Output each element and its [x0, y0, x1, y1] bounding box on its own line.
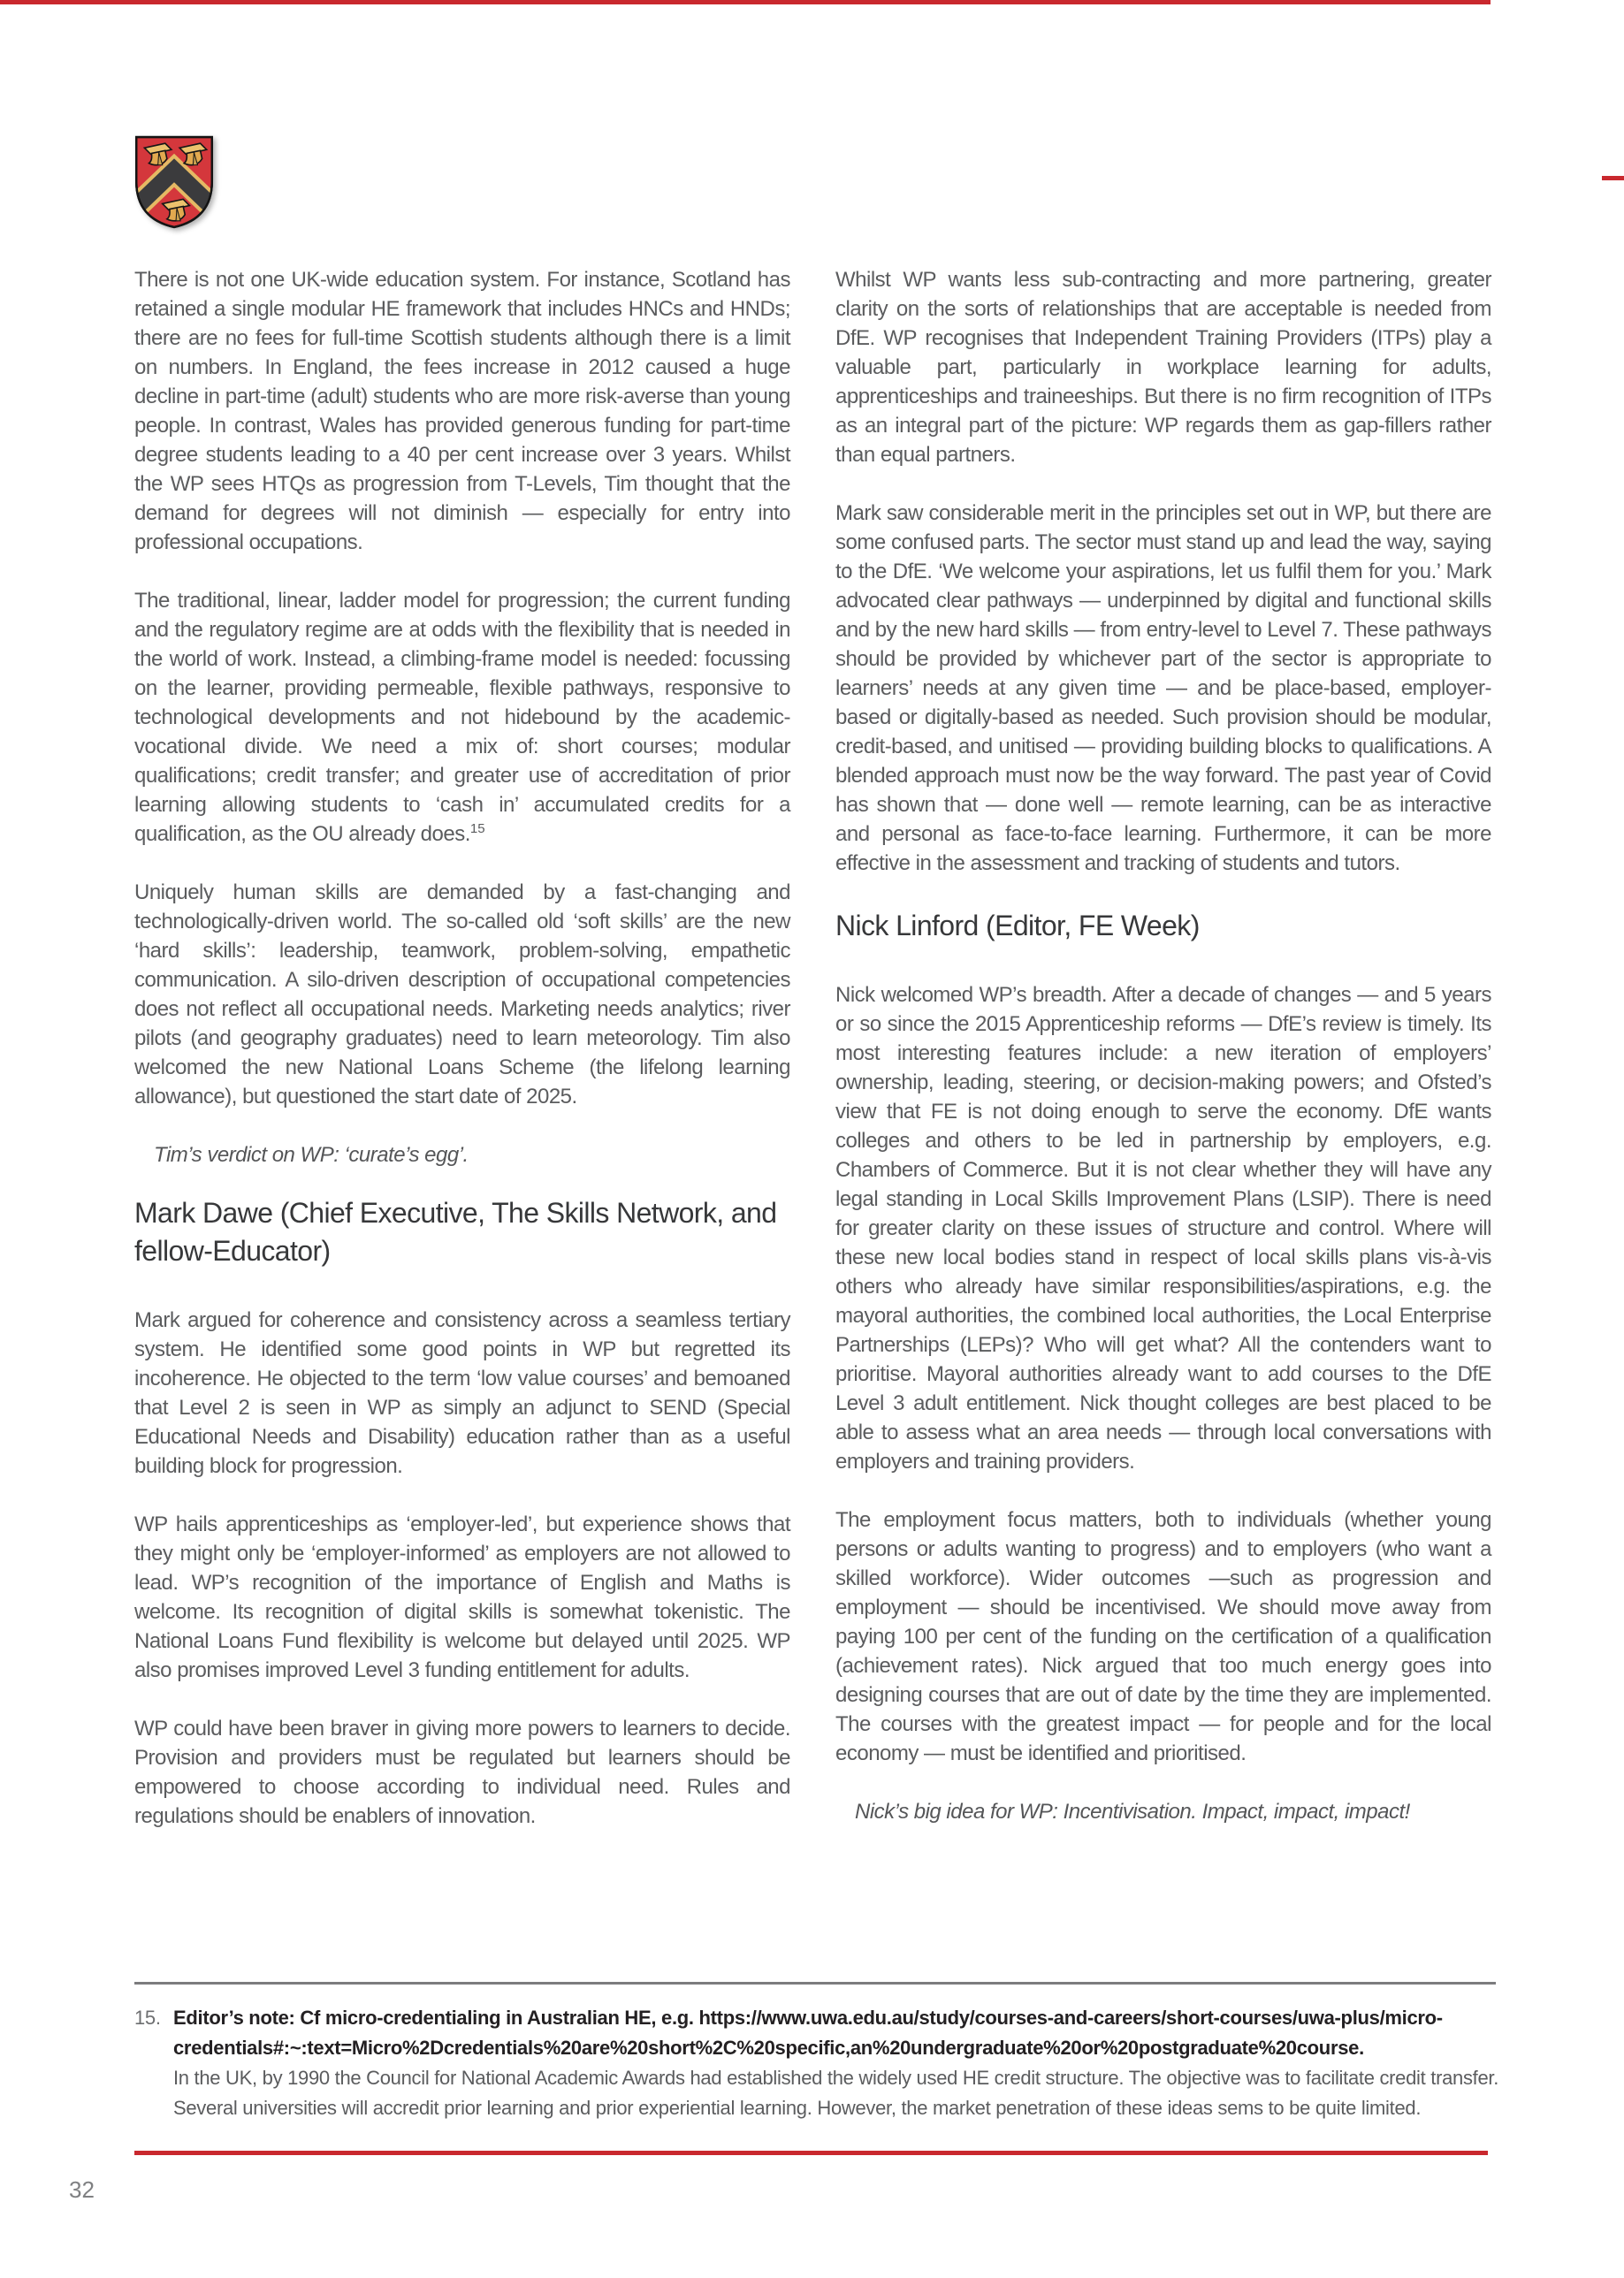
right-text-column [835, 265, 1491, 1840]
nick-verdict-line: Nick’s big idea for WP: Incentivisation. Impact, impact, impact! [855, 1800, 1410, 1824]
body-paragraph: Mark saw considerable merit in the principles set out in WP, but there are some confused parts. The sector must stand up and lead the way, saying to the DfE. ‘We welcome your aspirations, let us fulfil them for you.’ Mark advocated clear pathways — underpinned by digital and functional skills and by the new hard skills — from entry-level to Level 7. These pathways should be provided by whichever part of the sector is appropriate to learners’ needs at any given time — and be place-based, employer-based or digitally-based as needed. Such provision should be modular, credit-based, and unitised — providing building blocks to qualifications. A blended approach must now be the way forward. The past year of Covid has shown that — done well — remote learning, can be as interactive and personal as face-to-face learning. Furthermore, it can be more effective in the assessment and tracking of students and tutors. [835, 501, 1491, 875]
body-paragraph: WP hails apprenticeships as ‘employer-led’, but experience shows that they might only be ‘employer-informed’ as employers are not allowed to lead. WP’s recognition of the importance of English and Maths is welcome. Its recognition of digital skills is somewhat tokenistic. The National Loans Fund flexibility is welcome but delayed until 2025. WP also promises improved Level 3 funding entitlement for adults. [134, 1512, 790, 1682]
top-red-rule-edge-tick [1602, 176, 1624, 180]
body-paragraph: Nick welcomed WP’s breadth. After a decade of changes — and 5 years or so since the 2015 Apprenticeship reforms — DfE’s review is timely. Its most interesting features include: a new iteration of employers’ ownership, leading, steering, or decision-making powers; and Ofsted’s view that FE is not doing enough to serve the economy. DfE wants colleges and others to be led in partnership by employers, e.g. Chambers of Commerce. But it is not clear whether they will have any legal standing in Local Skills Improvement Plans (LSIP). There is need for greater clarity on these issues of structure and control. Where will these new local bodies stand in respect of local skills plans vis-à-vis others who already have similar responsibilities/aspirations, e.g. the mayoral authorities, the combined local authorities, the Local Enterprise Partnerships (LEPs)? Who will get what? All the contenders want to prioritise. Mayoral authorities already want to add courses to the DfE Level 3 adult entitlement. Nick thought colleges are best placed to be able to assess what an area needs — through local conversations with employers and training providers. [835, 983, 1491, 1474]
body-paragraph: The traditional, linear, ladder model for progression; the current funding and the regulatory regime are at odds with the flexibility that is needed in the world of work. Instead, a climbing-frame model is needed: focussing on the learner, providing permeable, flexible pathways, responsive to technological developments and not hidebound by the academic-vocational divide. We need a mix of: short courses; modular qualifications; credit transfer; and greater use of accreditation of prior learning allowing students to ‘cash in’ accumulated credits for a qualification, as the OU already does.$^{15}$ [134, 589, 790, 846]
body-paragraph: WP could have been braver in giving more powers to learners to decide. Provision and providers must be regulated but learners should be empowered to choose according to individual need. Rules and regulations should be enablers of innovation. [134, 1717, 790, 1828]
bottom-red-rule [134, 2151, 1488, 2155]
tim-verdict-line: Tim’s verdict on WP: ‘curate’s egg’. [154, 1143, 469, 1167]
body-paragraph: Whilst WP wants less sub-contracting and more partnering, greater clarity on the sorts of relationships that are acceptable is needed from DfE. WP recognises that Independent Training Providers (ITPs) play a valuable part, particularly in workplace learning for adults, apprenticeships and traineeships. But there is no firm recognition of ITPs as an integral part of the picture: WP regards them as gap-fillers rather than equal partners. [835, 268, 1491, 467]
footnote-line: credentials#:~:text=Micro%2Dcredentials%20are%20short%2C%20specific,an%20undergraduate%20or%20postgraduate%20course. [173, 2037, 1364, 2059]
footnote-divider-rule [134, 1982, 1496, 1985]
footnote-number: 15. [134, 2007, 161, 2029]
section-heading-mark-dawe: Mark Dawe (Chief Executive, The Skills Network, and fellow-Educator) [134, 1197, 777, 1267]
left-text-column [134, 265, 790, 1831]
footnote-line: Several universities will accredit prior learning and prior experiential learning. However, the market penetration of these ideas sems to be quite limited. [173, 2097, 1422, 2119]
section-heading-nick-linford: Nick Linford (Editor, FE Week) [835, 910, 1200, 941]
shield-crest-icon [133, 134, 216, 230]
body-paragraph: There is not one UK-wide education system. For instance, Scotland has retained a single modular HE framework that includes HNCs and HNDs; there are no fees for full-time Scottish students although there is a limit on numbers. In England, the fees increase in 2012 caused a huge decline in part-time (adult) students who are more risk-averse than young people. In contrast, Wales has provided generous funding for part-time degree students leading to a 40 per cent increase over 3 years. Whilst the WP sees HTQs as progression from T-Levels, Tim thought that the demand for degrees will not diminish — especially for entry into professional occupations. [134, 268, 790, 554]
body-paragraph: Mark argued for coherence and consistency across a seamless tertiary system. He identified some good points in WP but regretted its incoherence. He objected to the term ‘low value courses’ and bemoaned that Level 2 is seen in WP as simply an adjunct to SEND (Special Educational Needs and Disability) education rather than as a useful building block for progression. [134, 1308, 790, 1478]
footnote-line: In the UK, by 1990 the Council for National Academic Awards had established the widely used HE credit structure. The objective was to facilitate credit transfer. [173, 2067, 1499, 2089]
footnote-block [134, 2003, 1513, 2123]
footnote-reference: 15 [469, 821, 485, 836]
top-red-rule [0, 0, 1491, 4]
body-paragraph: The employment focus matters, both to individuals (whether young persons or adults wanting to progress) and to employers (who want a skilled workforce). Wider outcomes —such as progression and employment — should be incentivised. We should move away from paying 100 per cent of the funding on the certification of a qualification (achievement rates). Nick argued that too much energy goes into designing courses that are out of date by the time they are implemented. The courses with the greatest impact — for people and for the local economy — must be identified and prioritised. [835, 1508, 1491, 1765]
footnote-line: Editor’s note: Cf micro-credentialing in Australian HE, e.g. https://www.uwa.edu.au/study/courses-and-careers/short-courses/uwa-plus/micro- [173, 2007, 1443, 2029]
page-number: 32 [69, 2176, 95, 2203]
body-paragraph: Uniquely human skills are demanded by a fast-changing and technologically-driven world. The so-called old ‘soft skills’ are the new ‘hard skills’: leadership, teamwork, problem-solving, empathetic communication. A silo-driven description of occupational competencies does not reflect all occupational needs. Marketing needs analytics; river pilots (and geography graduates) need to learn meteorology. Tim also welcomed the new National Loans Scheme (the lifelong learning allowance), but questioned the start date of 2025. [134, 880, 790, 1109]
